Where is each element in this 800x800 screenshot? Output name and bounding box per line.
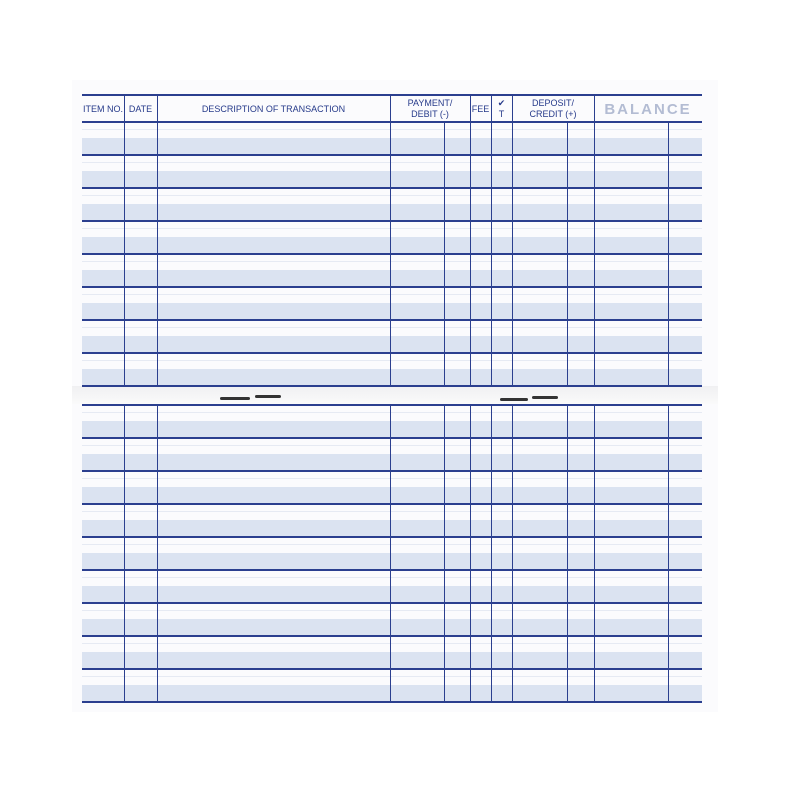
register-row-shade [82,369,702,386]
register-row-guide [82,445,702,446]
register-row-guide [82,195,702,196]
column-divider [512,121,513,385]
register-row-guide [82,294,702,295]
column-divider [668,404,669,701]
register-row-guide [82,577,702,578]
column-divider [567,404,568,701]
register-row-shade [82,454,702,471]
register-row-line [82,437,702,439]
register-row-line [82,220,702,222]
register-row-shade [82,685,702,702]
column-divider [444,404,445,701]
perforation-mark [220,397,250,400]
register-row-guide [82,643,702,644]
header-date: DATE [128,103,153,114]
register-row-shade [82,421,702,438]
register-row-shade [82,237,702,254]
register-row-line [82,187,702,189]
column-divider [390,404,391,701]
register-row-guide [82,511,702,512]
register-row-line [82,668,702,670]
column-divider [491,121,492,385]
register-row-shade [82,138,702,155]
register-row-guide [82,478,702,479]
column-divider [444,121,445,385]
register-row-line [82,503,702,505]
register-row-guide [82,228,702,229]
register-row-line [82,569,702,571]
register-row-shade [82,171,702,188]
header-deposit-credit: DEPOSIT/ CREDIT (+) [529,98,577,119]
column-divider [124,404,125,701]
register-row-shade [82,553,702,570]
perforation-mark [500,398,528,401]
register-row-guide [82,412,702,413]
register-row-shade [82,520,702,537]
column-divider [594,404,595,701]
register-row-guide [82,544,702,545]
section-top-line [82,404,702,406]
perforation-mark [255,395,281,398]
column-divider [567,121,568,385]
column-divider [470,404,471,701]
register-row-guide [82,676,702,677]
column-divider [594,121,595,385]
register-row-line [82,319,702,321]
column-divider [157,121,158,385]
column-divider [470,121,471,385]
column-divider [512,404,513,701]
register-row-line [82,470,702,472]
column-divider [668,121,669,385]
register-row-line [82,253,702,255]
register-row-guide [82,327,702,328]
header-item-no: ITEM NO. [83,103,123,114]
perforation-mark [532,396,558,399]
register-row-shade [82,487,702,504]
header-fee: FEE [471,103,490,114]
register-row-guide [82,162,702,163]
register-row-guide [82,610,702,611]
register-row-line [82,701,702,703]
register-row-shade [82,303,702,320]
register-row-line [82,536,702,538]
header-description: DESCRIPTION OF TRANSACTION [201,103,346,114]
register-row-line [82,385,702,387]
header-balance: BALANCE [604,100,692,118]
register-row-guide [82,129,702,130]
column-divider [390,121,391,385]
register-row-guide [82,360,702,361]
column-divider [491,404,492,701]
header-payment-debit: PAYMENT/ DEBIT (-) [407,98,453,119]
register-row-line [82,286,702,288]
register-row-line [82,635,702,637]
column-divider [124,121,125,385]
header-check-t: ✔ T [497,98,506,119]
register-row-shade [82,336,702,353]
register-row-shade [82,586,702,603]
page-fold [72,386,718,404]
register-row-shade [82,270,702,287]
register-row-line [82,602,702,604]
register-row-line [82,154,702,156]
register-row-shade [82,204,702,221]
register-row-shade [82,619,702,636]
register-row-guide [82,261,702,262]
register-row-line [82,352,702,354]
column-divider [157,404,158,701]
register-row-shade [82,652,702,669]
